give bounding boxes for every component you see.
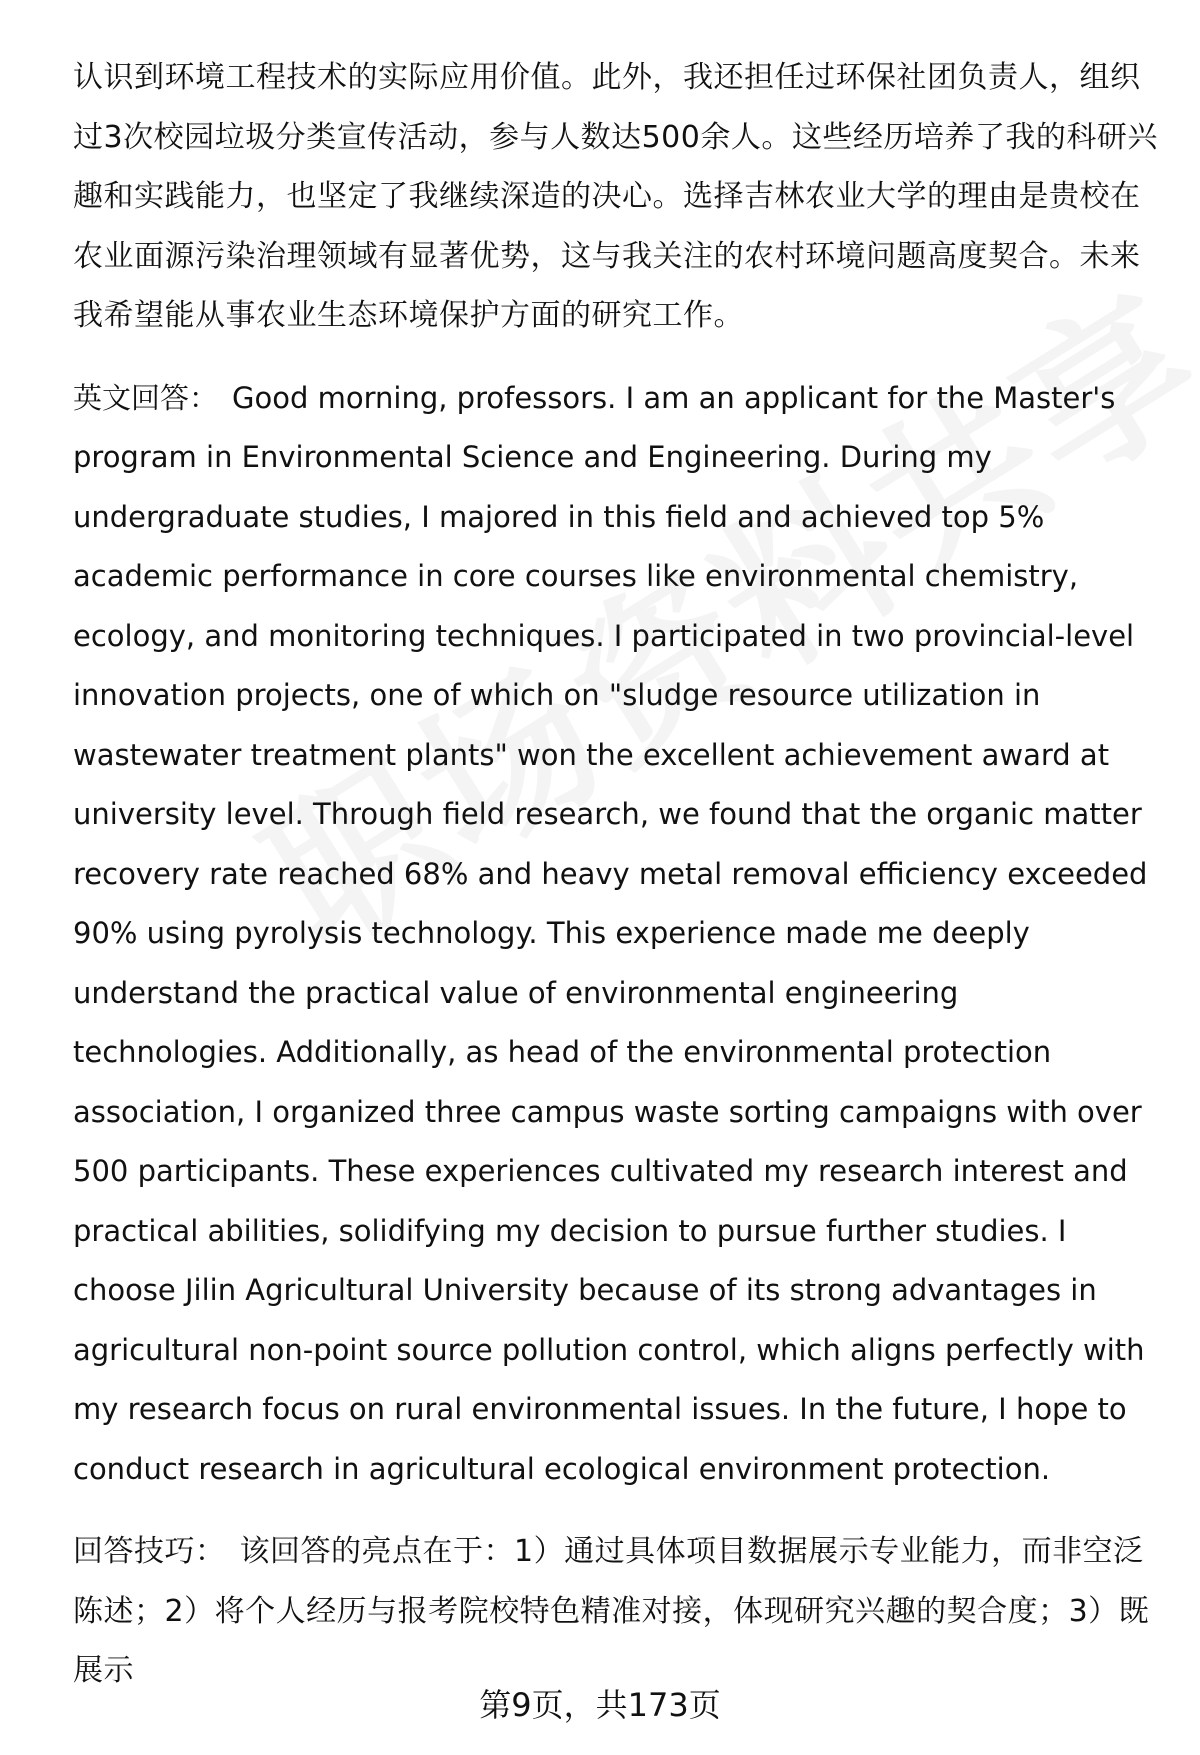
tips-label: 回答技巧： (73, 1534, 226, 1569)
tips-paragraph (73, 1522, 1158, 1701)
english-answer-label: 英文回答： (73, 380, 219, 415)
paragraph-spacer (73, 346, 1158, 369)
english-answer-paragraph (73, 369, 1158, 1500)
paragraph-spacer (73, 1499, 1158, 1522)
intro-paragraph: 认识到环境工程技术的实际应用价值。此外，我还担任过环保社团负责人，组织过3次校园垃圾分类宣传活动，参与人数达500余人。这些经历培养了我的科研兴趣和实践能力，也坚定了我继续深造的决心。选择吉林农业大学的理由是贵校在农业面源污染治理领域有显著优势，这与我关注的农村环境问题高度契合。未来我希望能从事农业生态环境保护方面的研究工作。 (73, 60, 1158, 333)
document-body (73, 48, 1158, 1701)
english-answer-text: Good morning, professors. I am an applicant for the Master's program in Environmental Science and Engineering. During my undergraduate studies, I majored in this field and achieved top 5% academic performance in core courses like environmental chemistry, ecology, and monitoring techniques. I participated in two provincial-level innovation projects, one of which on "sludge resource utilization in wastewater treatment plants" won the excellent achievement award at university level. Through field research, we found that the organic matter recovery rate reached 68% and heavy metal removal efficiency exceeded 90% using pyrolysis technology. This experience made me deeply understand the practical value of environmental engineering technologies. Additionally, as head of the environmental protection association, I organized three campus waste sorting campaigns with over 500 participants. These experiences cultivated my research interest and practical abilities, solidifying my decision to pursue further studies. I choose Jilin Agricultural University because of its strong advantages in agricultural non-point source pollution control, which aligns perfectly with my research focus on rural environmental issues. In the future, I hope to conduct research in agricultural ecological environment protection. (73, 380, 1148, 1486)
tips-text: 该回答的亮点在于：1）通过具体项目数据展示专业能力，而非空泛陈述；2）将个人经历与报考院校特色精准对接，体现研究兴趣的契合度；3）既展示 (73, 1534, 1150, 1688)
page-indicator: 第9页，共173页 (479, 1686, 721, 1724)
